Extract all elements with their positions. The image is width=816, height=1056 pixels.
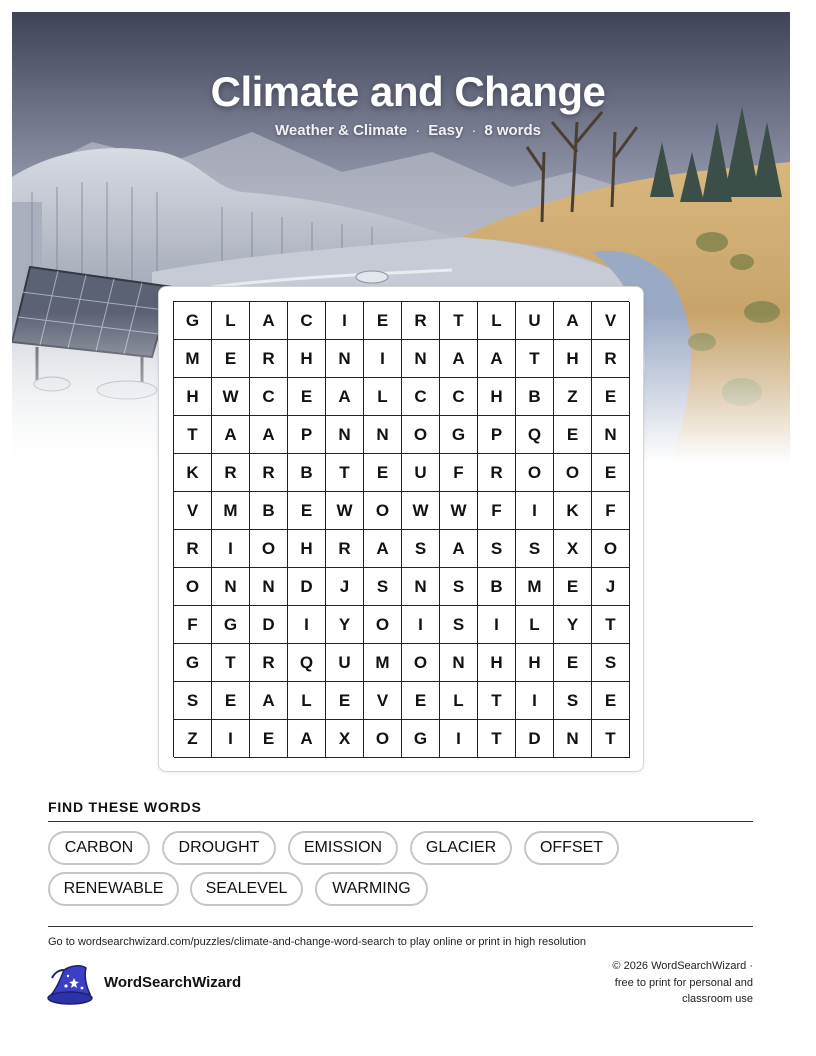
grid-cell[interactable]: G	[174, 644, 212, 682]
grid-cell[interactable]: W	[402, 492, 440, 530]
grid-cell[interactable]: G	[174, 302, 212, 340]
grid-cell[interactable]: B	[478, 568, 516, 606]
grid-cell[interactable]: E	[212, 682, 250, 720]
grid-cell[interactable]: M	[212, 492, 250, 530]
grid-cell[interactable]: A	[364, 530, 402, 568]
divider	[48, 821, 753, 822]
grid-cell[interactable]: T	[592, 720, 630, 758]
grid-cell[interactable]: V	[592, 302, 630, 340]
grid-cell[interactable]: J	[326, 568, 364, 606]
grid-cell[interactable]: O	[364, 606, 402, 644]
word-pill: GLACIER	[410, 831, 512, 865]
grid-cell[interactable]: M	[516, 568, 554, 606]
grid-cell[interactable]: I	[326, 302, 364, 340]
grid-cell[interactable]: F	[440, 454, 478, 492]
grid-cell[interactable]: X	[326, 720, 364, 758]
grid-cell[interactable]: S	[554, 682, 592, 720]
grid-cell[interactable]: O	[592, 530, 630, 568]
grid-cell[interactable]: A	[250, 682, 288, 720]
grid-cell[interactable]: L	[288, 682, 326, 720]
grid-cell[interactable]: S	[440, 568, 478, 606]
grid-cell[interactable]: R	[250, 644, 288, 682]
grid-cell[interactable]: A	[250, 302, 288, 340]
grid-cell[interactable]: M	[364, 644, 402, 682]
grid-cell[interactable]: S	[364, 568, 402, 606]
grid-cell[interactable]: O	[364, 492, 402, 530]
grid-cell[interactable]: O	[554, 454, 592, 492]
grid-cell[interactable]: G	[212, 606, 250, 644]
grid-cell[interactable]: W	[326, 492, 364, 530]
grid-cell[interactable]: U	[516, 302, 554, 340]
grid-cell[interactable]: G	[402, 720, 440, 758]
grid-cell[interactable]: I	[478, 606, 516, 644]
grid-cell[interactable]: Q	[516, 416, 554, 454]
puzzle-grid-card	[158, 286, 644, 772]
grid-cell[interactable]: V	[174, 492, 212, 530]
grid-cell[interactable]: D	[288, 568, 326, 606]
grid-cell[interactable]: K	[174, 454, 212, 492]
grid-cell[interactable]: A	[440, 530, 478, 568]
grid-cell[interactable]: T	[326, 454, 364, 492]
word-pill: OFFSET	[524, 831, 619, 865]
grid-cell[interactable]: H	[174, 378, 212, 416]
grid-cell[interactable]: W	[440, 492, 478, 530]
grid-cell[interactable]: Z	[174, 720, 212, 758]
grid-cell[interactable]: Q	[288, 644, 326, 682]
grid-cell[interactable]: T	[440, 302, 478, 340]
grid-cell[interactable]: T	[212, 644, 250, 682]
grid-cell[interactable]: I	[288, 606, 326, 644]
grid-cell[interactable]: P	[478, 416, 516, 454]
grid-cell[interactable]: N	[554, 720, 592, 758]
grid-cell[interactable]: E	[402, 682, 440, 720]
grid-cell[interactable]: S	[478, 530, 516, 568]
grid-cell[interactable]: E	[250, 720, 288, 758]
brand-name: WordSearchWizard	[104, 974, 242, 991]
grid-cell[interactable]: I	[516, 682, 554, 720]
grid-cell[interactable]: S	[174, 682, 212, 720]
grid-cell[interactable]: C	[440, 378, 478, 416]
grid-cell[interactable]: L	[212, 302, 250, 340]
grid-cell[interactable]: X	[554, 530, 592, 568]
grid-cell[interactable]: W	[212, 378, 250, 416]
grid-cell[interactable]: E	[554, 416, 592, 454]
grid-cell[interactable]: N	[402, 340, 440, 378]
grid-cell[interactable]: M	[174, 340, 212, 378]
grid-cell[interactable]: R	[212, 454, 250, 492]
grid-cell[interactable]: N	[364, 416, 402, 454]
play-online-link[interactable]: Go to wordsearchwizard.com/puzzles/climate-and-change-word-search to play online or print in high resolution	[48, 936, 587, 948]
grid-cell[interactable]: I	[212, 720, 250, 758]
grid-cell[interactable]: L	[516, 606, 554, 644]
grid-cell[interactable]: E	[592, 378, 630, 416]
grid-cell[interactable]: O	[402, 644, 440, 682]
grid-cell[interactable]: E	[288, 378, 326, 416]
word-pill: WARMING	[315, 872, 428, 906]
word-count-label: 8 words	[484, 122, 541, 139]
grid-cell[interactable]: G	[440, 416, 478, 454]
word-pill: DROUGHT	[162, 831, 276, 865]
grid-cell[interactable]: N	[402, 568, 440, 606]
grid-cell[interactable]: E	[326, 682, 364, 720]
grid-cell[interactable]: J	[592, 568, 630, 606]
meta-separator: ·	[415, 122, 421, 139]
grid-cell[interactable]: S	[440, 606, 478, 644]
grid-cell[interactable]: E	[364, 454, 402, 492]
category-label: Weather & Climate	[275, 122, 408, 139]
grid-cell[interactable]: A	[440, 340, 478, 378]
word-list-heading: FIND THESE WORDS	[48, 799, 202, 815]
grid-cell[interactable]: S	[592, 644, 630, 682]
grid-cell[interactable]: A	[250, 416, 288, 454]
grid-cell[interactable]: F	[478, 492, 516, 530]
copyright-line: classroom use	[682, 993, 753, 1005]
word-pill: CARBON	[48, 831, 150, 865]
grid-cell[interactable]: A	[478, 340, 516, 378]
grid-cell[interactable]: E	[554, 568, 592, 606]
wizard-hat-icon	[46, 962, 94, 1006]
grid-cell[interactable]: E	[364, 302, 402, 340]
grid-cell[interactable]: R	[250, 340, 288, 378]
grid-cell[interactable]: I	[402, 606, 440, 644]
grid-cell[interactable]: N	[440, 644, 478, 682]
grid-cell[interactable]: T	[478, 682, 516, 720]
grid-cell[interactable]: H	[554, 340, 592, 378]
grid-cell[interactable]: L	[478, 302, 516, 340]
grid-cell[interactable]: H	[288, 340, 326, 378]
grid-cell[interactable]: P	[288, 416, 326, 454]
grid-cell[interactable]: R	[478, 454, 516, 492]
grid-cell[interactable]: T	[516, 340, 554, 378]
grid-cell[interactable]: H	[288, 530, 326, 568]
grid-cell[interactable]: T	[592, 606, 630, 644]
grid-cell[interactable]: I	[516, 492, 554, 530]
grid-cell[interactable]: A	[554, 302, 592, 340]
grid-cell[interactable]: F	[592, 492, 630, 530]
grid-cell[interactable]: R	[250, 454, 288, 492]
grid-cell[interactable]: R	[592, 340, 630, 378]
grid-cell[interactable]: O	[516, 454, 554, 492]
grid-cell[interactable]: R	[174, 530, 212, 568]
copyright-line: © 2026 WordSearchWizard ·	[612, 960, 753, 972]
grid-cell[interactable]: S	[402, 530, 440, 568]
grid-cell[interactable]: A	[326, 378, 364, 416]
grid-cell[interactable]: Y	[326, 606, 364, 644]
grid-cell[interactable]: O	[250, 530, 288, 568]
grid-cell[interactable]: S	[516, 530, 554, 568]
grid-cell[interactable]: U	[402, 454, 440, 492]
copyright-notice	[553, 958, 753, 1008]
grid-cell[interactable]: H	[516, 644, 554, 682]
word-pill: SEALEVEL	[190, 872, 303, 906]
grid-cell[interactable]: Z	[554, 378, 592, 416]
grid-cell[interactable]: E	[554, 644, 592, 682]
grid-cell[interactable]: N	[326, 416, 364, 454]
grid-cell[interactable]: Y	[554, 606, 592, 644]
grid-cell[interactable]: O	[364, 720, 402, 758]
grid-cell[interactable]: V	[364, 682, 402, 720]
grid-cell[interactable]: C	[402, 378, 440, 416]
grid-cell[interactable]: E	[592, 682, 630, 720]
grid-cell[interactable]: E	[288, 492, 326, 530]
grid-cell[interactable]: N	[592, 416, 630, 454]
grid-cell[interactable]: C	[288, 302, 326, 340]
grid-cell[interactable]: R	[326, 530, 364, 568]
letter-grid[interactable]	[173, 301, 629, 757]
grid-cell[interactable]: O	[402, 416, 440, 454]
grid-cell[interactable]: N	[326, 340, 364, 378]
grid-cell[interactable]: N	[212, 568, 250, 606]
grid-cell[interactable]: I	[364, 340, 402, 378]
difficulty-label: Easy	[428, 122, 464, 139]
grid-cell[interactable]: A	[288, 720, 326, 758]
grid-cell[interactable]: D	[250, 606, 288, 644]
grid-cell[interactable]: I	[440, 720, 478, 758]
grid-cell[interactable]: A	[212, 416, 250, 454]
grid-cell[interactable]: B	[516, 378, 554, 416]
word-pill: EMISSION	[288, 831, 398, 865]
grid-cell[interactable]: K	[554, 492, 592, 530]
grid-cell[interactable]: C	[250, 378, 288, 416]
puzzle-title: Climate and Change	[210, 68, 606, 115]
grid-cell[interactable]: N	[250, 568, 288, 606]
grid-cell[interactable]: L	[440, 682, 478, 720]
copyright-line: free to print for personal and	[614, 976, 753, 989]
grid-cell[interactable]: I	[212, 530, 250, 568]
word-pill: RENEWABLE	[48, 872, 179, 906]
divider	[48, 926, 753, 927]
meta-separator: ·	[471, 122, 477, 139]
grid-cell[interactable]: L	[364, 378, 402, 416]
grid-cell[interactable]: O	[174, 568, 212, 606]
grid-cell[interactable]: B	[288, 454, 326, 492]
grid-cell[interactable]: E	[592, 454, 630, 492]
grid-cell[interactable]: U	[326, 644, 364, 682]
grid-cell[interactable]: F	[174, 606, 212, 644]
grid-cell[interactable]: D	[516, 720, 554, 758]
grid-cell[interactable]: T	[478, 720, 516, 758]
grid-cell[interactable]: H	[478, 378, 516, 416]
grid-cell[interactable]: B	[250, 492, 288, 530]
grid-cell[interactable]: R	[402, 302, 440, 340]
grid-cell[interactable]: E	[212, 340, 250, 378]
grid-cell[interactable]: T	[174, 416, 212, 454]
puzzle-meta	[0, 122, 816, 139]
grid-cell[interactable]: H	[478, 644, 516, 682]
